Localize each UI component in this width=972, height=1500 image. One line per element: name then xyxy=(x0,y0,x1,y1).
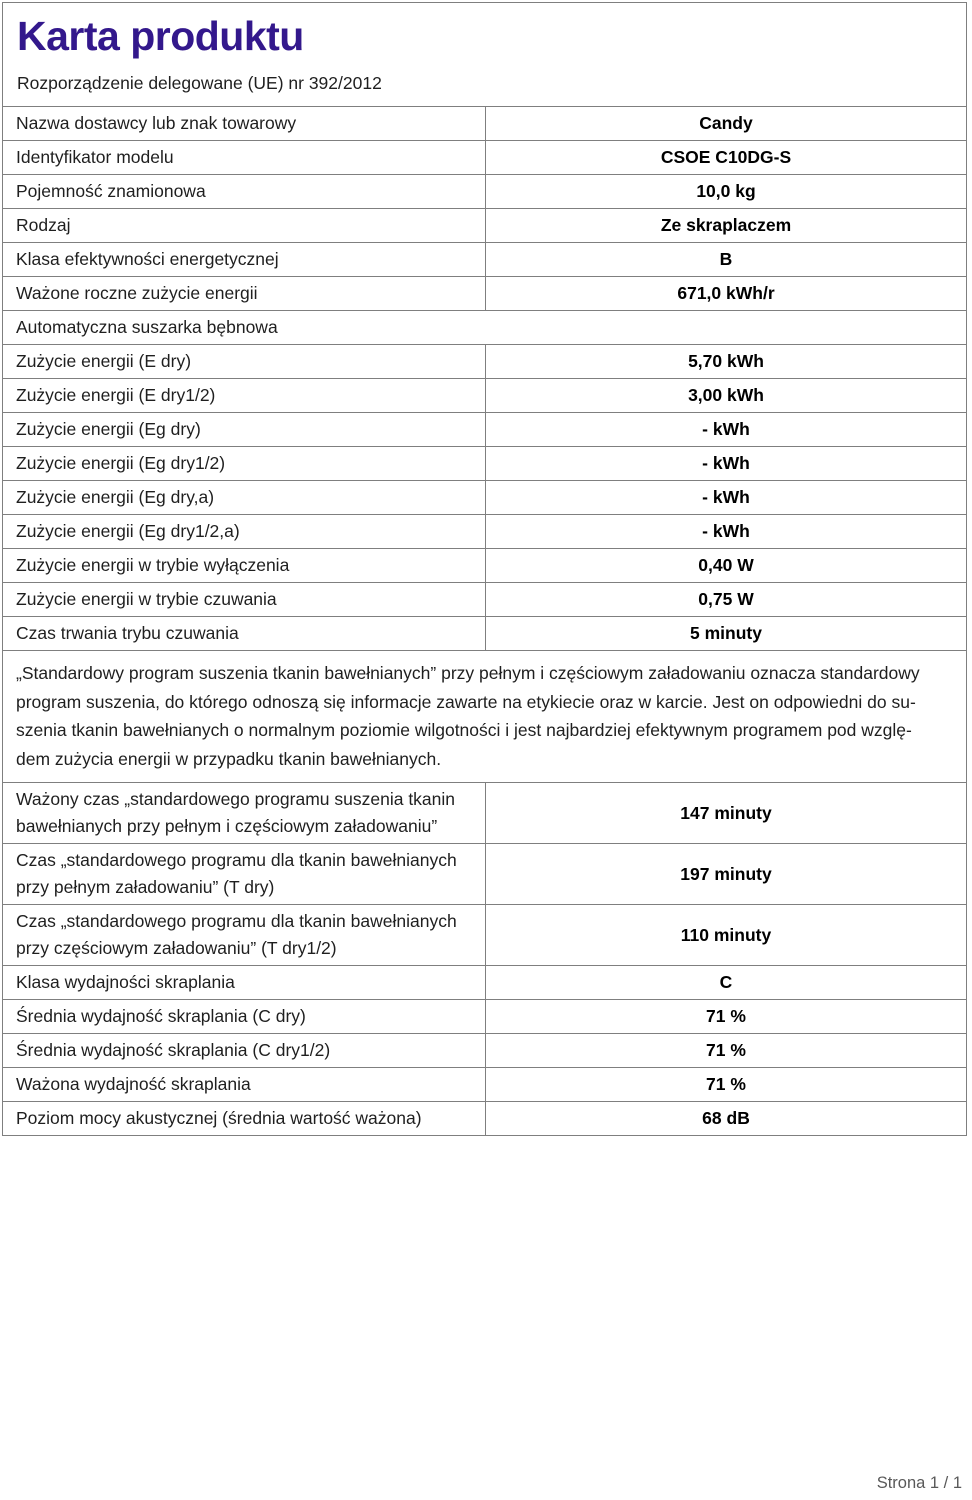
label-line: Zużycie energii w trybie czuwania xyxy=(16,589,277,609)
label-line: Średnia wydajność skraplania (C dry1/2) xyxy=(16,1040,331,1060)
row-value: 71 % xyxy=(706,1006,746,1026)
row-label xyxy=(3,783,486,843)
row-label xyxy=(3,617,486,650)
label-line: Nazwa dostawcy lub znak towarowy xyxy=(16,113,297,133)
table-row xyxy=(3,344,966,378)
label-line: szenia tkanin bawełnianych o normalnym poziomie wilgotności i jest najbardziej efektywnym programem pod wzglę- xyxy=(16,720,912,740)
table-row xyxy=(3,106,966,140)
table-row xyxy=(3,1101,966,1135)
row-label xyxy=(3,345,486,378)
row-label xyxy=(3,549,486,582)
label-line: „Standardowy program suszenia tkanin bawełnianych” przy pełnym i częściowym załadowaniu oznacza standardowy xyxy=(16,663,920,683)
table-row xyxy=(3,242,966,276)
label-line: Identyfikator modelu xyxy=(16,147,174,167)
row-label xyxy=(3,175,486,208)
row-label xyxy=(3,583,486,616)
label-line: Pojemność znamionowa xyxy=(16,181,206,201)
table-row xyxy=(3,999,966,1033)
row-value: C xyxy=(719,972,733,992)
row-value: 671,0 kWh/r xyxy=(677,283,775,303)
row-label xyxy=(3,243,486,276)
row-value: CSOE C10DG-S xyxy=(660,147,792,167)
table-row xyxy=(3,1067,966,1101)
label-line: Zużycie energii (Eg dry1/2) xyxy=(16,453,226,473)
row-label xyxy=(3,1000,486,1033)
table-row xyxy=(3,1033,966,1067)
row-value: - kWh xyxy=(702,453,750,473)
label-line: Ważony czas „standardowego programu suszenia tkanin xyxy=(16,789,456,809)
row-value: 3,00 kWh xyxy=(688,385,764,405)
table-row xyxy=(3,548,966,582)
row-label xyxy=(3,107,486,140)
label-line: Automatyczna suszarka bębnowa xyxy=(16,317,278,337)
row-label xyxy=(3,141,486,174)
row-label xyxy=(3,1102,486,1135)
row-label xyxy=(3,966,486,999)
row-value: 0,75 W xyxy=(698,589,754,609)
row-label xyxy=(3,447,486,480)
row-value: 10,0 kg xyxy=(696,181,756,201)
label-line: Zużycie energii w trybie wyłączenia xyxy=(16,555,290,575)
row-label xyxy=(3,515,486,548)
table-row xyxy=(3,965,966,999)
row-value: 5,70 kWh xyxy=(688,351,764,371)
label-line: Zużycie energii (Eg dry,a) xyxy=(16,487,215,507)
table-row xyxy=(3,378,966,412)
table-row xyxy=(3,616,966,650)
row-label xyxy=(3,209,486,242)
label-line: dem zużycia energii w przypadku tkanin bawełnianych. xyxy=(16,748,442,769)
row-label xyxy=(3,379,486,412)
table-row xyxy=(3,904,966,965)
label-line: Klasa wydajności skraplania xyxy=(16,972,235,992)
row-value: B xyxy=(719,249,733,269)
table-row xyxy=(3,480,966,514)
page-title: Karta produktu xyxy=(17,13,304,59)
table-row xyxy=(3,276,966,310)
row-value: - kWh xyxy=(702,521,750,541)
row-value: 197 minuty xyxy=(680,863,772,884)
row-value: Candy xyxy=(699,113,753,133)
label-line: program suszenia, do którego odnoszą się informacje zawarte na etykiecie oraz w karcie. Jest on odpowiedni do su- xyxy=(16,691,916,712)
note-row xyxy=(3,650,966,782)
title-block xyxy=(3,3,966,106)
table-row xyxy=(3,140,966,174)
regulation-subtitle: Rozporządzenie delegowane (UE) nr 392/2012 xyxy=(17,73,382,93)
table-row xyxy=(3,582,966,616)
label-line: Rodzaj xyxy=(16,215,71,235)
table-row xyxy=(3,174,966,208)
table-row xyxy=(3,412,966,446)
row-label xyxy=(3,651,966,782)
row-value: 147 minuty xyxy=(680,802,772,823)
row-label xyxy=(3,481,486,514)
table-row xyxy=(3,514,966,548)
table-row xyxy=(3,782,966,843)
row-value: Ze skraplaczem xyxy=(660,215,792,235)
label-line: Zużycie energii (E dry1/2) xyxy=(16,385,216,405)
row-label xyxy=(3,311,966,344)
row-label xyxy=(3,905,486,965)
label-line: Czas trwania trybu czuwania xyxy=(16,623,239,643)
row-value: 5 minuty xyxy=(690,623,762,643)
row-value: - kWh xyxy=(702,487,750,507)
table-row xyxy=(3,843,966,904)
page-number: Strona 1 / 1 xyxy=(876,1474,962,1492)
row-label xyxy=(3,844,486,904)
label-line: Średnia wydajność skraplania (C dry) xyxy=(16,1006,306,1026)
row-value: 71 % xyxy=(706,1074,746,1094)
product-table xyxy=(2,2,967,1136)
table-row xyxy=(3,446,966,480)
label-line: Poziom mocy akustycznej (średnia wartość ważona) xyxy=(16,1108,422,1128)
row-value: - kWh xyxy=(702,419,750,439)
label-line: Klasa efektywności energetycznej xyxy=(16,249,279,269)
label-line: Czas „standardowego programu dla tkanin bawełnianych xyxy=(16,911,457,931)
row-value: 110 minuty xyxy=(680,924,772,945)
label-line: Ważone roczne zużycie energii xyxy=(16,283,258,303)
label-line: Zużycie energii (Eg dry) xyxy=(16,419,201,439)
label-line: przy pełnym załadowaniu” (T dry) xyxy=(16,877,275,897)
label-line: Czas „standardowego programu dla tkanin bawełnianych xyxy=(16,850,457,870)
row-label xyxy=(3,413,486,446)
label-line: Zużycie energii (Eg dry1/2,a) xyxy=(16,521,240,541)
row-value: 71 % xyxy=(706,1040,746,1060)
label-line: Zużycie energii (E dry) xyxy=(16,351,192,371)
section-row xyxy=(3,310,966,344)
label-line: bawełnianych przy pełnym i częściowym załadowaniu” xyxy=(16,816,438,836)
table-row xyxy=(3,208,966,242)
row-value: 0,40 W xyxy=(698,555,754,575)
label-line: przy częściowym załadowaniu” (T dry1/2) xyxy=(16,938,337,958)
row-label xyxy=(3,277,486,310)
row-label xyxy=(3,1068,486,1101)
row-value: 68 dB xyxy=(702,1108,750,1128)
row-label xyxy=(3,1034,486,1067)
label-line: Ważona wydajność skraplania xyxy=(16,1074,251,1094)
